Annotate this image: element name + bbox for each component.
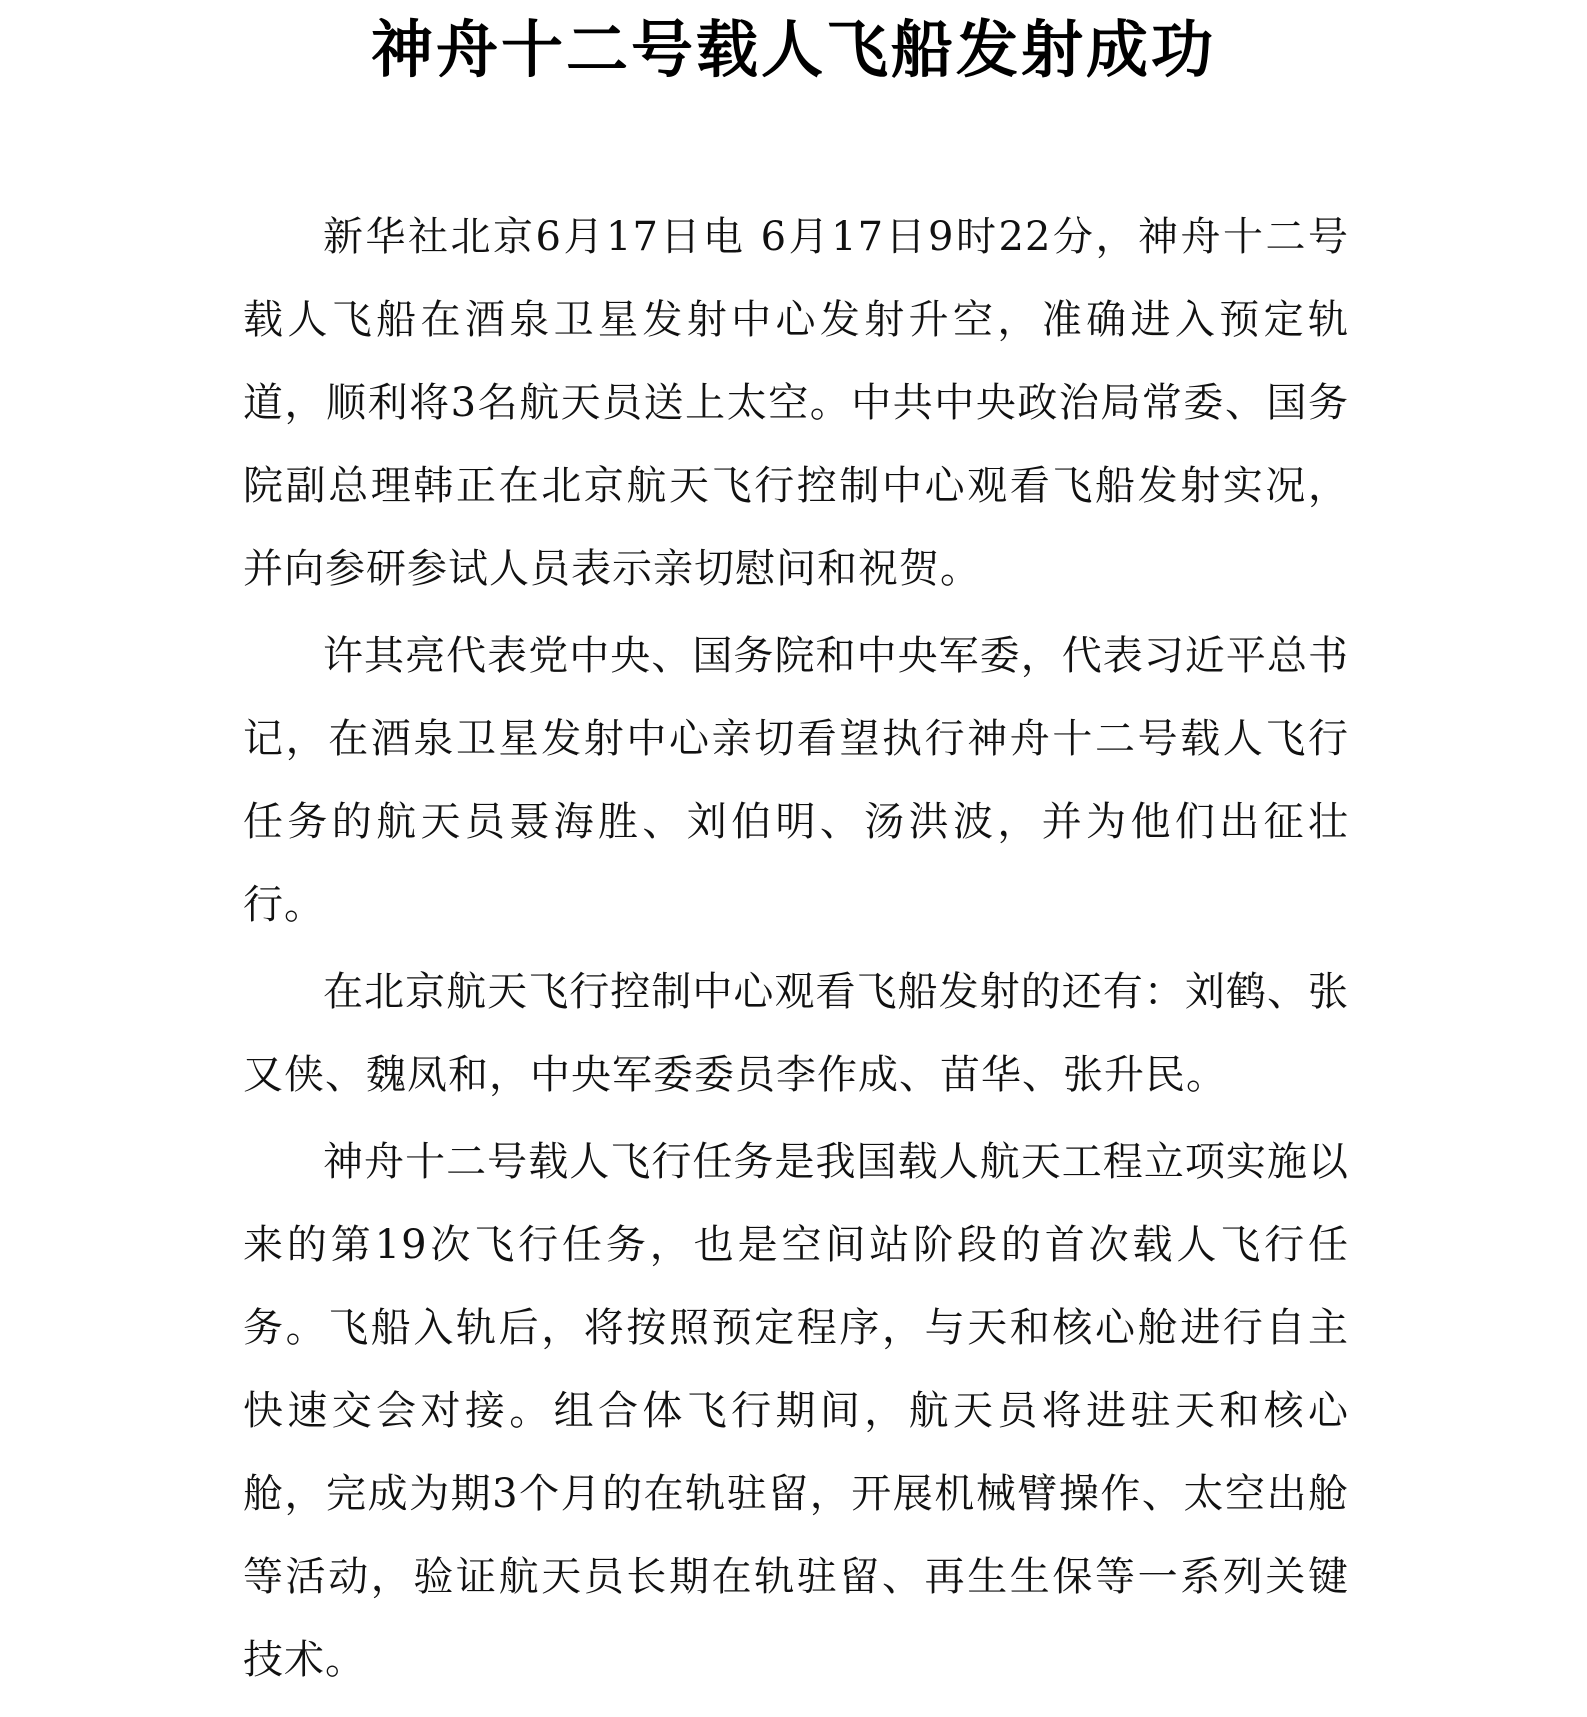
article-title: 神舟十二号载人飞船发射成功 (370, 13, 1216, 86)
paragraph-launch: 新华社北京6月17日电 6月17日9时22分，神舟十二号载人飞船在酒泉卫星发射中心发射升空，准确进入预定轨道，顺利将3名航天员送上太空。中共中央政治局常委、国务院副总理韩正在北京航天飞行控制中心观看飞船发射实况，并向参研参试人员表示亲切慰问和祝贺。 (243, 214, 1349, 592)
paragraph-attendees: 在北京航天飞行控制中心观看飞船发射的还有：刘鹤、张又侠、魏凤和，中央军委委员李作成、苗华、张升民。 (243, 969, 1349, 1098)
article-body (243, 196, 1349, 1706)
paragraph-mission: 神舟十二号载人飞行任务是我国载人航天工程立项实施以来的第19次飞行任务，也是空间站阶段的首次载人飞行任务。飞船入轨后，将按照预定程序，与天和核心舱进行自主快速交会对接。组合体飞行期间，航天员将进驻天和核心舱，完成为期3个月的在轨驻留，开展机械臂操作、太空出舱等活动，验证航天员长期在轨驻留、再生生保等一系列关键技术。 (243, 1139, 1349, 1683)
paragraph-farewell: 许其亮代表党中央、国务院和中央军委，代表习近平总书记，在酒泉卫星发射中心亲切看望执行神舟十二号载人飞行任务的航天员聂海胜、刘伯明、汤洪波，并为他们出征壮行。 (243, 633, 1349, 928)
